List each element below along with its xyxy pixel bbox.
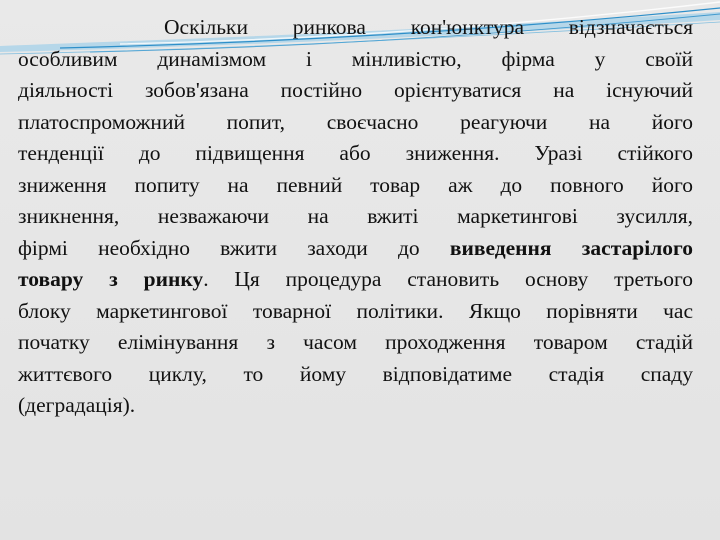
text-line-1: Оскільки ринкова кон'юнктура відзначається	[164, 15, 693, 39]
bold-phrase-2: товару з ринку	[18, 267, 204, 291]
text-line-6: зниження попиту на певний товар аж до повного його	[18, 172, 693, 197]
text-line-3: діяльності зобов'язана постійно орієнтуватися на існуючий	[18, 78, 693, 102]
text-line-13: (деградація).	[18, 393, 136, 417]
text-line-4: платоспроможний попит, своєчасно реагуючи на його	[18, 109, 693, 134]
text-line-5: тенденції до підвищення або зниження. Уразі стійкого	[18, 141, 693, 165]
text-line-7: зникнення, незважаючи на вжиті маркетингові зусилля,	[18, 204, 693, 228]
paragraph	[18, 12, 693, 422]
bold-phrase-1: виведення застарілого	[449, 235, 693, 260]
text-line-10: блоку маркетингової товарної політики. Якщо порівняти час	[18, 298, 693, 323]
text-line-2: особливим динамізмом і мінливістю, фірма у своїй	[18, 46, 693, 71]
text-line-9-plain: . Ця процедура становить основу третього	[203, 267, 694, 291]
text-line-8	[18, 233, 693, 265]
text-line-11: початку елімінування з часом проходження товаром стадій	[18, 330, 693, 354]
text-line-9	[18, 264, 693, 296]
text-line-12: життєвого циклу, то йому відповідатиме стадія спаду	[18, 361, 693, 386]
text-line-8-plain: фірмі необхідно вжити заходи до	[18, 235, 450, 260]
